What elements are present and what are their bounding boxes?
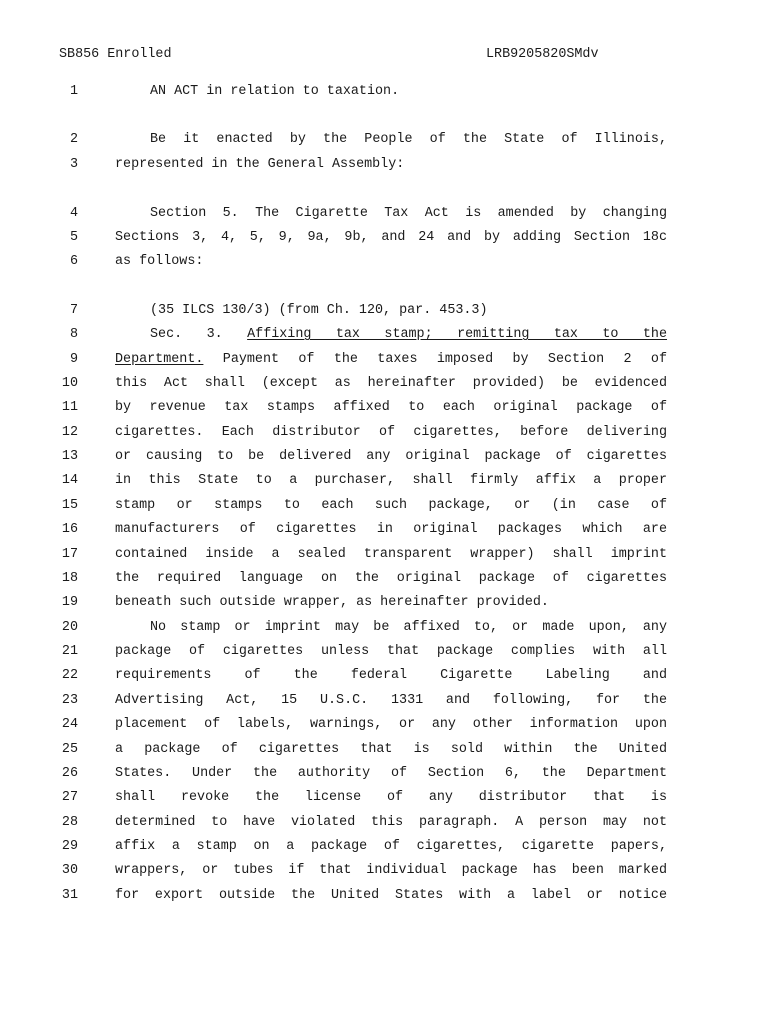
- text-line: [0, 740, 770, 760]
- line-number: 16: [61, 522, 78, 537]
- line-number: 19: [61, 595, 78, 610]
- text-line: [0, 642, 770, 662]
- section-text: beneath such outside wrapper, as hereinafter provided.: [115, 595, 549, 610]
- line-number: 1: [69, 84, 78, 99]
- line-number: 3: [69, 157, 78, 172]
- line-number: 4: [69, 206, 78, 221]
- section-intro: as follows:: [115, 254, 204, 269]
- text-line: [0, 398, 770, 418]
- enacting-clause: Be it enacted by the People of the State of Illinois,: [150, 132, 667, 147]
- line-number: 26: [61, 766, 78, 781]
- line-number: 15: [61, 498, 78, 513]
- text-line: [0, 204, 770, 224]
- text-line: [0, 813, 770, 833]
- statute-citation: (35 ILCS 130/3) (from Ch. 120, par. 453.3): [150, 303, 488, 318]
- text-line: [0, 228, 770, 248]
- section-intro: Sections 3, 4, 5, 9, 9a, 9b, and 24 and by adding Section 18c: [115, 230, 667, 245]
- act-title: AN ACT in relation to taxation.: [150, 84, 400, 99]
- section-text: No stamp or imprint may be affixed to, or made upon, any: [150, 620, 667, 635]
- line-number: 10: [61, 376, 78, 391]
- line-number: 9: [69, 352, 78, 367]
- text-line: [0, 593, 770, 613]
- section-text: cigarettes. Each distributor of cigarettes, before delivering: [115, 425, 667, 440]
- line-number: 14: [61, 473, 78, 488]
- text-line: [0, 618, 770, 638]
- text-line: [0, 520, 770, 540]
- text-line: [0, 374, 770, 394]
- line-number: 8: [69, 327, 78, 342]
- section-text: placement of labels, warnings, or any other information upon: [115, 717, 667, 732]
- section-heading: [115, 325, 667, 345]
- section-text: requirements of the federal Cigarette Labeling and: [115, 668, 667, 683]
- section-text: the required language on the original package of cigarettes: [115, 571, 667, 586]
- text-line: [0, 545, 770, 565]
- line-number: 5: [69, 230, 78, 245]
- text-line: [0, 715, 770, 735]
- text-line: [0, 764, 770, 784]
- text-line: [0, 350, 770, 370]
- line-number: 27: [61, 790, 78, 805]
- line-number: 24: [61, 717, 78, 732]
- line-number: 29: [61, 839, 78, 854]
- section-caption: Affixing tax stamp; remitting tax to the: [247, 327, 668, 342]
- section-body: [115, 350, 667, 370]
- line-number: 18: [61, 571, 78, 586]
- section-number: Sec. 3.: [150, 327, 223, 342]
- line-number: 7: [69, 303, 78, 318]
- line-number: 11: [61, 400, 78, 415]
- line-number: 23: [61, 693, 78, 708]
- text-line: [0, 569, 770, 589]
- lrb-number-header: LRB9205820SMdv: [486, 47, 599, 62]
- line-number: 25: [61, 742, 78, 757]
- text-line: [0, 155, 770, 175]
- section-text: manufacturers of cigarettes in original packages which are: [115, 522, 667, 537]
- section-text: stamp or stamps to each such package, or (in case of: [115, 498, 667, 513]
- section-caption: Department.: [115, 352, 204, 367]
- text-line: [0, 861, 770, 881]
- text-line: [0, 252, 770, 272]
- section-text: or causing to be delivered any original package of cigarettes: [115, 449, 667, 464]
- section-text: Payment of the taxes imposed by Section 2 of: [222, 352, 667, 367]
- text-line: [0, 837, 770, 857]
- text-line: [0, 82, 770, 102]
- line-number: 22: [61, 668, 78, 683]
- text-line: [0, 130, 770, 150]
- section-text: shall revoke the license of any distributor that is: [115, 790, 667, 805]
- enacting-clause: represented in the General Assembly:: [115, 157, 405, 172]
- section-text: affix a stamp on a package of cigarettes, cigarette papers,: [115, 839, 667, 854]
- section-text: States. Under the authority of Section 6, the Department: [115, 766, 667, 781]
- section-text: for export outside the United States with a label or notice: [115, 888, 667, 903]
- text-line: [0, 301, 770, 321]
- section-intro: Section 5. The Cigarette Tax Act is amended by changing: [150, 206, 667, 221]
- section-text: a package of cigarettes that is sold within the United: [115, 742, 667, 757]
- section-text: by revenue tax stamps affixed to each original package of: [115, 400, 667, 415]
- line-number: 13: [61, 449, 78, 464]
- section-text: Advertising Act, 15 U.S.C. 1331 and following, for the: [115, 693, 667, 708]
- section-text: determined to have violated this paragraph. A person may not: [115, 815, 667, 830]
- text-line: [0, 471, 770, 491]
- text-line: [0, 423, 770, 443]
- line-number: 31: [61, 888, 78, 903]
- section-text: package of cigarettes unless that package complies with all: [115, 644, 667, 659]
- line-number: 21: [61, 644, 78, 659]
- text-line: [0, 447, 770, 467]
- text-line: [0, 788, 770, 808]
- line-number: 6: [69, 254, 78, 269]
- section-text: in this State to a purchaser, shall firmly affix a proper: [115, 473, 667, 488]
- text-line: [0, 496, 770, 516]
- bill-id-header: SB856 Enrolled: [59, 47, 172, 62]
- section-text: contained inside a sealed transparent wrapper) shall imprint: [115, 547, 667, 562]
- line-number: 20: [61, 620, 78, 635]
- section-text: wrappers, or tubes if that individual package has been marked: [115, 863, 667, 878]
- line-number: 17: [61, 547, 78, 562]
- text-line: [0, 325, 770, 345]
- line-number: 30: [61, 863, 78, 878]
- line-number: 28: [61, 815, 78, 830]
- line-number: 12: [61, 425, 78, 440]
- section-text: this Act shall (except as hereinafter provided) be evidenced: [115, 376, 667, 391]
- text-line: [0, 666, 770, 686]
- text-line: [0, 691, 770, 711]
- line-number: 2: [69, 132, 78, 147]
- text-line: [0, 886, 770, 906]
